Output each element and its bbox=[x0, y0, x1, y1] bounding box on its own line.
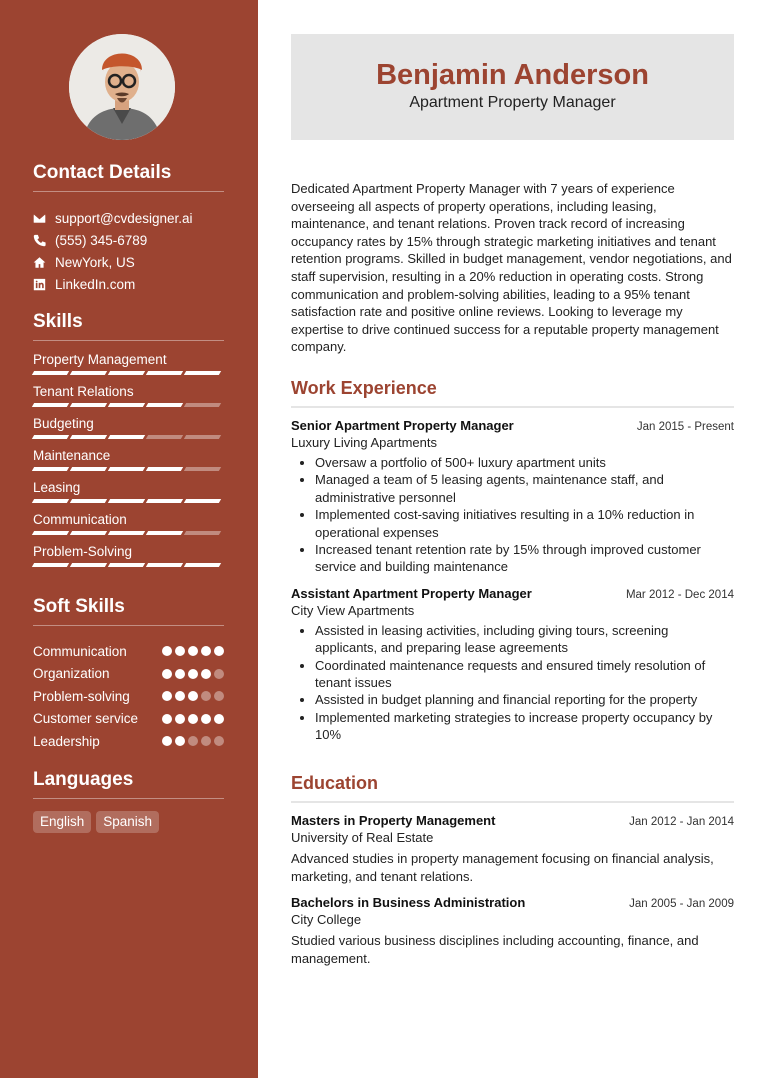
soft-skill-name: Organization bbox=[33, 666, 110, 682]
skill-item bbox=[33, 480, 224, 512]
soft-skill-item bbox=[33, 663, 224, 686]
language-tag: Spanish bbox=[96, 811, 159, 833]
skill-name: Leasing bbox=[33, 480, 81, 495]
contact-item bbox=[33, 207, 224, 229]
soft-skill-name: Problem-solving bbox=[33, 688, 130, 704]
soft-skill-item bbox=[33, 640, 224, 663]
contact-text: NewYork, US bbox=[55, 254, 135, 270]
job-list bbox=[291, 418, 734, 744]
phone-icon bbox=[33, 234, 46, 247]
skill-level-segment bbox=[70, 499, 107, 503]
job-entry bbox=[291, 586, 734, 744]
skill-level-segment bbox=[70, 531, 107, 535]
skill-level-segment bbox=[70, 403, 107, 407]
skill-item bbox=[33, 384, 224, 416]
education-header bbox=[291, 895, 734, 910]
skill-level-segment bbox=[70, 371, 107, 375]
skill-level-segment bbox=[184, 467, 221, 471]
soft-skill-rating bbox=[162, 669, 224, 679]
job-bullets bbox=[291, 454, 734, 576]
rating-dot bbox=[175, 646, 185, 656]
contact-item bbox=[33, 229, 224, 251]
skill-item bbox=[33, 416, 224, 448]
soft-skills-list bbox=[33, 640, 224, 753]
skill-level-bar bbox=[33, 435, 224, 439]
skills-title: Skills bbox=[33, 311, 224, 341]
job-company: City View Apartments bbox=[291, 602, 415, 618]
contact-section bbox=[33, 162, 224, 295]
education-entry bbox=[291, 895, 734, 967]
skill-level-segment bbox=[108, 403, 145, 407]
skills-section bbox=[33, 311, 224, 576]
job-dates: Mar 2012 - Dec 2014 bbox=[625, 588, 734, 601]
job-bullet: • Implemented cost-saving initiatives resulting in a 10% reduction in operational expenses bbox=[315, 506, 734, 541]
skill-item bbox=[33, 352, 224, 384]
skill-level-segment bbox=[108, 499, 145, 503]
rating-dot bbox=[214, 646, 224, 656]
rating-dot bbox=[162, 669, 172, 679]
skill-level-bar bbox=[33, 467, 224, 471]
soft-skill-rating bbox=[162, 714, 224, 724]
skill-level-segment bbox=[184, 499, 221, 503]
school-name: University of Real Estate bbox=[291, 830, 434, 845]
skill-level-segment bbox=[32, 531, 69, 535]
skill-level-segment bbox=[70, 435, 107, 439]
skill-level-segment bbox=[146, 563, 183, 567]
degree-title: Bachelors in Business Administration bbox=[291, 895, 526, 911]
education-description: Advanced studies in property management focusing on financial analysis, marketing, and tenant relations. bbox=[291, 851, 714, 884]
education-title: Education bbox=[291, 773, 734, 803]
job-bullets bbox=[291, 622, 734, 744]
contact-list bbox=[33, 207, 224, 295]
skill-level-bar bbox=[33, 563, 224, 567]
languages-title: Languages bbox=[33, 769, 224, 799]
skill-level-bar bbox=[33, 499, 224, 503]
skill-level-segment bbox=[32, 563, 69, 567]
education-dates: Jan 2012 - Jan 2014 bbox=[629, 816, 734, 828]
contact-text: LinkedIn.com bbox=[55, 276, 136, 292]
rating-dot bbox=[214, 691, 224, 701]
rating-dot bbox=[162, 714, 172, 724]
degree-title: Masters in Property Management bbox=[291, 813, 496, 828]
education-header bbox=[291, 813, 734, 828]
skill-level-segment bbox=[70, 467, 107, 471]
skill-level-segment bbox=[32, 499, 69, 503]
skill-level-segment bbox=[108, 371, 145, 375]
skill-level-segment bbox=[32, 371, 69, 375]
soft-skill-name: Communication bbox=[33, 643, 127, 659]
rating-dot bbox=[214, 736, 224, 746]
rating-dot bbox=[214, 714, 224, 724]
skills-list bbox=[33, 352, 224, 576]
contact-text: support@cvdesigner.ai bbox=[55, 210, 193, 226]
skill-level-segment bbox=[70, 563, 107, 567]
job-company: Luxury Living Apartments bbox=[291, 435, 437, 450]
header bbox=[291, 34, 734, 140]
soft-skill-item bbox=[33, 730, 224, 753]
rating-dot bbox=[175, 669, 185, 679]
skill-name: Tenant Relations bbox=[33, 384, 134, 399]
job-bullet: • Coordinated maintenance requests and ensured timely resolution of tenant issues bbox=[315, 657, 734, 692]
soft-skills-section bbox=[33, 596, 224, 753]
skill-level-segment bbox=[184, 371, 221, 375]
soft-skill-item bbox=[33, 685, 224, 708]
job-bullet: • Oversaw a portfolio of 500+ luxury apartment units bbox=[315, 454, 734, 471]
profile-photo bbox=[69, 34, 175, 140]
soft-skill-item bbox=[33, 708, 224, 731]
skill-item bbox=[33, 448, 224, 480]
job-bullet: • Managed a team of 5 leasing agents, maintenance staff, and administrative personnel bbox=[315, 471, 734, 506]
skill-level-bar bbox=[33, 371, 224, 375]
job-entry bbox=[291, 418, 734, 576]
education-description: Studied various business disciplines including accounting, finance, and management. bbox=[291, 933, 699, 966]
school-name: City College bbox=[291, 912, 362, 928]
skill-level-segment bbox=[146, 499, 183, 503]
soft-skill-rating bbox=[162, 646, 224, 656]
soft-skill-rating bbox=[162, 691, 224, 701]
job-bullet: • Increased tenant retention rate by 15% through improved customer service and building maintenance bbox=[315, 541, 734, 576]
skill-level-segment bbox=[146, 435, 183, 439]
linkedin-icon bbox=[33, 278, 46, 291]
rating-dot bbox=[188, 736, 198, 746]
rating-dot bbox=[175, 714, 185, 724]
job-dates: Jan 2015 - Present bbox=[636, 421, 734, 433]
skill-level-bar bbox=[33, 531, 224, 535]
languages-section bbox=[33, 769, 224, 833]
rating-dot bbox=[201, 714, 211, 724]
skill-level-segment bbox=[146, 403, 183, 407]
rating-dot bbox=[162, 691, 172, 701]
job-header bbox=[291, 586, 734, 601]
skill-level-segment bbox=[184, 435, 221, 439]
skill-level-segment bbox=[32, 467, 69, 471]
skill-name: Problem-Solving bbox=[33, 544, 133, 559]
home-icon bbox=[33, 256, 46, 269]
work-section bbox=[291, 378, 734, 744]
skill-level-segment bbox=[108, 563, 145, 567]
skill-level-segment bbox=[146, 371, 183, 375]
rating-dot bbox=[201, 669, 211, 679]
soft-skill-name: Leadership bbox=[33, 733, 100, 749]
education-section bbox=[291, 773, 734, 967]
rating-dot bbox=[162, 736, 172, 746]
skill-name: Maintenance bbox=[33, 448, 111, 463]
rating-dot bbox=[214, 669, 224, 679]
job-title: Assistant Apartment Property Manager bbox=[291, 585, 532, 601]
education-entry bbox=[291, 813, 734, 885]
language-tag: English bbox=[33, 811, 91, 833]
rating-dot bbox=[162, 646, 172, 656]
skill-level-segment bbox=[184, 403, 221, 407]
job-bullet: • Assisted in leasing activities, including giving tours, screening applicants, and preparing lease agreements bbox=[315, 622, 734, 657]
work-title: Work Experience bbox=[291, 378, 734, 408]
skill-level-segment bbox=[32, 403, 69, 407]
soft-skills-title: Soft Skills bbox=[33, 596, 224, 626]
rating-dot bbox=[188, 714, 198, 724]
contact-item bbox=[33, 251, 224, 273]
skill-level-segment bbox=[32, 435, 69, 439]
job-bullet: • Assisted in budget planning and financial reporting for the property bbox=[315, 691, 734, 708]
languages-list bbox=[33, 811, 224, 833]
rating-dot bbox=[175, 736, 185, 746]
skill-level-segment bbox=[108, 435, 145, 439]
rating-dot bbox=[201, 691, 211, 701]
envelope-icon bbox=[33, 212, 46, 225]
contact-text: (555) 345-6789 bbox=[55, 232, 148, 248]
skill-item bbox=[33, 544, 224, 576]
skill-item bbox=[33, 512, 224, 544]
skill-level-segment bbox=[108, 467, 145, 471]
rating-dot bbox=[188, 646, 198, 656]
skill-level-segment bbox=[184, 531, 221, 535]
job-header bbox=[291, 418, 734, 433]
candidate-title: Apartment Property Manager bbox=[409, 94, 616, 111]
summary: Dedicated Apartment Property Manager with 7 years of experience overseeing all aspects of property operations, including leasing, maintenance, and tenant relations. Proven track record of increasing occupancy rates by 15% through strategic marketing initiatives and tenant retention programs. Skilled in budget management, vendor negotiations, and staff supervision, resulting in a 20% reduction in operating costs. Strong communication and problem-solving abilities, leading to a 95% tenant satisfaction rate and positive online reviews. Looking to leverage my expertise to drive continued success for a reputable property management company. bbox=[291, 181, 732, 355]
rating-dot bbox=[201, 646, 211, 656]
education-list bbox=[291, 813, 734, 967]
job-bullet: • Implemented marketing strategies to increase property occupancy by 10% bbox=[315, 709, 734, 744]
skill-name: Budgeting bbox=[33, 416, 94, 431]
skill-name: Property Management bbox=[33, 352, 167, 367]
rating-dot bbox=[188, 669, 198, 679]
skill-level-segment bbox=[146, 531, 183, 535]
candidate-name: Benjamin Anderson bbox=[376, 59, 649, 91]
job-title: Senior Apartment Property Manager bbox=[291, 418, 514, 433]
rating-dot bbox=[201, 736, 211, 746]
soft-skill-name: Customer service bbox=[33, 711, 139, 727]
education-dates: Jan 2005 - Jan 2009 bbox=[629, 898, 734, 911]
skill-level-bar bbox=[33, 403, 224, 407]
contact-item bbox=[33, 273, 224, 295]
avatar bbox=[69, 34, 175, 140]
contact-title: Contact Details bbox=[33, 162, 224, 192]
skill-level-segment bbox=[146, 467, 183, 471]
skill-name: Communication bbox=[33, 512, 127, 527]
rating-dot bbox=[175, 691, 185, 701]
skill-level-segment bbox=[184, 563, 221, 567]
soft-skill-rating bbox=[162, 736, 224, 746]
skill-level-segment bbox=[108, 531, 145, 535]
rating-dot bbox=[188, 691, 198, 701]
sidebar bbox=[0, 0, 258, 1078]
